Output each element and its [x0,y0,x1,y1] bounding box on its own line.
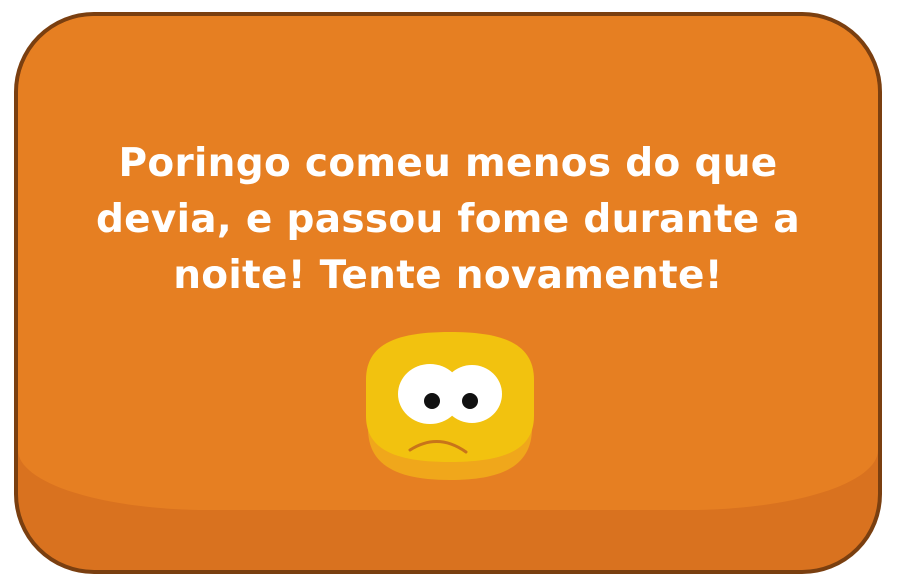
right-pupil [462,393,478,409]
left-pupil [424,393,440,409]
dialog-message: Poringo comeu menos do que devia, e passou fome durante a noite! Tente novamente! [95,141,801,298]
sad-face-icon [362,328,538,484]
game-over-dialog [14,12,882,574]
